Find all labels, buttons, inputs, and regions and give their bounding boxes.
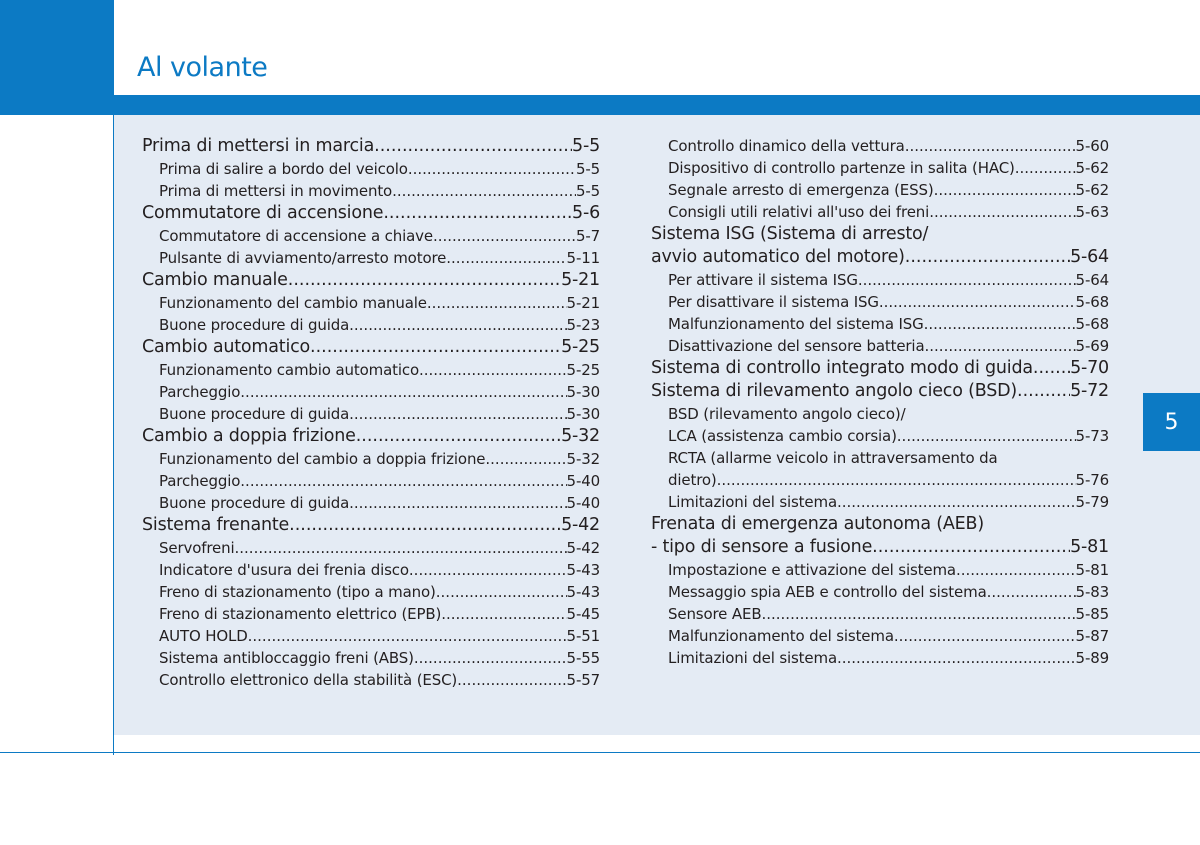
toc-entry-label: Consigli utili relativi all'uso dei freni bbox=[668, 203, 930, 221]
toc-subentry[interactable] bbox=[142, 180, 600, 202]
toc-page-number: 5-87 bbox=[1075, 627, 1109, 645]
toc-page-number: 5-43 bbox=[566, 561, 600, 579]
toc-leader-dots bbox=[1017, 380, 1070, 403]
toc-leader-dots bbox=[392, 180, 576, 202]
toc-leader-dots bbox=[858, 269, 1076, 291]
toc-entry-label: Limitazioni del sistema bbox=[668, 649, 837, 667]
toc-entry-label: Sistema frenante bbox=[142, 515, 290, 535]
toc-subentry[interactable] bbox=[142, 470, 600, 492]
toc-section-entry[interactable] bbox=[142, 514, 600, 537]
toc-leader-dots bbox=[925, 335, 1076, 357]
toc-leader-dots bbox=[374, 135, 572, 158]
toc-page-number: 5-5 bbox=[572, 136, 600, 156]
toc-subentry[interactable] bbox=[651, 157, 1109, 179]
toc-subentry[interactable] bbox=[651, 647, 1109, 669]
toc-leader-dots bbox=[248, 625, 567, 647]
toc-entry-label: Controllo elettronico della stabilità (ESC) bbox=[159, 671, 458, 689]
toc-entry-label: Per attivare il sistema ISG bbox=[668, 271, 858, 289]
toc-leader-dots bbox=[349, 314, 566, 336]
toc-section-entry[interactable] bbox=[651, 536, 1109, 559]
toc-page-number: 5-69 bbox=[1075, 337, 1109, 355]
toc-section-entry[interactable] bbox=[142, 269, 600, 292]
toc-leader-dots bbox=[905, 135, 1076, 157]
toc-entry-label: Sistema ISG (Sistema di arresto/ bbox=[651, 224, 929, 244]
toc-leader-dots bbox=[414, 647, 567, 669]
toc-subentry[interactable] bbox=[651, 625, 1109, 647]
toc-page-number: 5-42 bbox=[561, 515, 600, 535]
toc-page-number: 5-11 bbox=[566, 249, 600, 267]
toc-entry-label: Buone procedure di guida bbox=[159, 316, 350, 334]
toc-page-number: 5-72 bbox=[1070, 381, 1109, 401]
toc-subentry[interactable] bbox=[651, 581, 1109, 603]
toc-entry-label: Parcheggio bbox=[159, 383, 241, 401]
toc-leader-dots bbox=[879, 291, 1076, 313]
toc-leader-dots bbox=[288, 269, 561, 292]
toc-subentry[interactable] bbox=[651, 603, 1109, 625]
toc-subentry[interactable] bbox=[142, 492, 600, 514]
toc-subentry[interactable] bbox=[651, 291, 1109, 313]
toc-section-entry[interactable] bbox=[651, 246, 1109, 269]
toc-page-number: 5-30 bbox=[566, 383, 600, 401]
toc-leader-dots bbox=[1033, 357, 1070, 380]
toc-subentry[interactable] bbox=[142, 314, 600, 336]
toc-entry-label: Per disattivare il sistema ISG bbox=[668, 293, 879, 311]
toc-entry-label: Segnale arresto di emergenza (ESS) bbox=[668, 181, 934, 199]
toc-leader-dots bbox=[485, 448, 566, 470]
toc-entry-label: Limitazioni del sistema bbox=[668, 493, 837, 511]
toc-subentry[interactable] bbox=[651, 425, 1109, 447]
toc-entry-label: Messaggio spia AEB e controllo del sistema bbox=[668, 583, 987, 601]
toc-entry-label: Controllo dinamico della vettura bbox=[668, 137, 905, 155]
toc-page-number: 5-60 bbox=[1075, 137, 1109, 155]
toc-leader-dots bbox=[837, 647, 1076, 669]
toc-entry-label: Commutatore di accensione a chiave bbox=[159, 227, 433, 245]
toc-entry-label: Funzionamento cambio automatico bbox=[159, 361, 419, 379]
toc-page-number: 5-64 bbox=[1075, 271, 1109, 289]
toc-leader-dots bbox=[349, 403, 566, 425]
toc-subentry[interactable] bbox=[651, 491, 1109, 513]
toc-entry-label: Buone procedure di guida bbox=[159, 405, 350, 423]
toc-entry-label: Funzionamento del cambio a doppia frizione bbox=[159, 450, 486, 468]
toc-page-number: 5-6 bbox=[572, 203, 600, 223]
toc-leader-dots bbox=[235, 537, 567, 559]
toc-leader-dots bbox=[1015, 157, 1076, 179]
toc-subentry[interactable] bbox=[142, 625, 600, 647]
toc-leader-dots bbox=[419, 359, 567, 381]
toc-entry-label: Freno di stazionamento (tipo a mano) bbox=[159, 583, 436, 601]
toc-entry-label: Buone procedure di guida bbox=[159, 494, 350, 512]
toc-subentry[interactable] bbox=[651, 403, 1109, 425]
toc-page-number: 5-5 bbox=[575, 182, 600, 200]
toc-subentry[interactable] bbox=[651, 179, 1109, 201]
toc-entry-label: RCTA (allarme veicolo in attraversamento da bbox=[668, 449, 998, 467]
toc-entry-label: Prima di salire a bordo del veicolo bbox=[159, 160, 408, 178]
toc-section-entry[interactable] bbox=[651, 380, 1109, 403]
toc-page-number: 5-76 bbox=[1075, 471, 1109, 489]
toc-entry-label: Cambio manuale bbox=[142, 270, 288, 290]
toc-subentry[interactable] bbox=[651, 201, 1109, 223]
toc-subentry[interactable] bbox=[651, 269, 1109, 291]
toc-leader-dots bbox=[837, 491, 1076, 513]
toc-entry-label: Prima di mettersi in marcia bbox=[142, 136, 375, 156]
toc-leader-dots bbox=[310, 336, 561, 359]
toc-page-number: 5-32 bbox=[561, 426, 600, 446]
toc-section-entry[interactable] bbox=[142, 336, 600, 359]
toc-page-number: 5-83 bbox=[1075, 583, 1109, 601]
toc-section-entry[interactable] bbox=[142, 135, 600, 158]
toc-subentry[interactable] bbox=[651, 335, 1109, 357]
corner-accent-block bbox=[0, 0, 114, 115]
toc-entry-label: BSD (rilevamento angolo cieco)/ bbox=[668, 405, 906, 423]
toc-leader-dots bbox=[761, 603, 1075, 625]
toc-column-left bbox=[142, 135, 600, 691]
toc-leader-dots bbox=[436, 581, 567, 603]
toc-page-number: 5-43 bbox=[566, 583, 600, 601]
toc-entry-label: Sistema di controllo integrato modo di guida bbox=[651, 358, 1033, 378]
toc-page-number: 5-73 bbox=[1075, 427, 1109, 445]
toc-subentry[interactable] bbox=[142, 603, 600, 625]
toc-entry-label: AUTO HOLD bbox=[159, 627, 248, 645]
toc-subentry[interactable] bbox=[142, 247, 600, 269]
toc-entry-label: Freno di stazionamento elettrico (EPB) bbox=[159, 605, 442, 623]
toc-entry-label: Funzionamento del cambio manuale bbox=[159, 294, 427, 312]
toc-leader-dots bbox=[897, 425, 1076, 447]
toc-leader-dots bbox=[433, 225, 576, 247]
toc-subentry[interactable] bbox=[142, 537, 600, 559]
toc-leader-dots bbox=[457, 669, 566, 691]
toc-entry-label: Parcheggio bbox=[159, 472, 241, 490]
toc-page-number: 5-21 bbox=[561, 270, 600, 290]
toc-subentry[interactable] bbox=[651, 559, 1109, 581]
toc-page-number: 5-7 bbox=[575, 227, 600, 245]
toc-leader-dots bbox=[409, 559, 567, 581]
page-title: Al volante bbox=[137, 52, 268, 83]
toc-leader-dots bbox=[905, 246, 1070, 269]
toc-page-number: 5-85 bbox=[1075, 605, 1109, 623]
toc-leader-dots bbox=[356, 425, 561, 448]
toc-leader-dots bbox=[240, 381, 566, 403]
toc-subentry[interactable] bbox=[651, 469, 1109, 491]
toc-entry-label: Sistema di rilevamento angolo cieco (BSD) bbox=[651, 381, 1018, 401]
toc-leader-dots bbox=[240, 470, 566, 492]
toc-page-number: 5-81 bbox=[1070, 537, 1109, 557]
toc-page-number: 5-23 bbox=[566, 316, 600, 334]
toc-entry-label: Cambio a doppia frizione bbox=[142, 426, 356, 446]
toc-page-number: 5-42 bbox=[566, 539, 600, 557]
toc-section-entry[interactable] bbox=[651, 223, 1109, 246]
toc-page-number: 5-30 bbox=[566, 405, 600, 423]
toc-subentry[interactable] bbox=[651, 447, 1109, 469]
toc-entry-label: Dispositivo di controllo partenze in salita (HAC) bbox=[668, 159, 1015, 177]
toc-entry-label: Prima di mettersi in movimento bbox=[159, 182, 393, 200]
toc-leader-dots bbox=[349, 492, 566, 514]
toc-subentry[interactable] bbox=[142, 581, 600, 603]
toc-page-number: 5-21 bbox=[566, 294, 600, 312]
toc-leader-dots bbox=[441, 603, 566, 625]
toc-leader-dots bbox=[383, 202, 572, 225]
toc-entry-label: dietro) bbox=[668, 471, 717, 489]
title-underline-bar bbox=[114, 95, 1200, 115]
toc-leader-dots bbox=[872, 536, 1070, 559]
toc-page-number: 5-79 bbox=[1075, 493, 1109, 511]
toc-entry-label: Servofreni bbox=[159, 539, 235, 557]
toc-page-number: 5-40 bbox=[566, 494, 600, 512]
toc-subentry[interactable] bbox=[142, 292, 600, 314]
toc-page-number: 5-55 bbox=[566, 649, 600, 667]
toc-page-number: 5-25 bbox=[566, 361, 600, 379]
toc-entry-label: Malfunzionamento del sistema ISG bbox=[668, 315, 924, 333]
toc-leader-dots bbox=[717, 469, 1076, 491]
toc-subentry[interactable] bbox=[142, 158, 600, 180]
toc-page-number: 5-62 bbox=[1075, 159, 1109, 177]
toc-subentry[interactable] bbox=[651, 135, 1109, 157]
toc-entry-label: Pulsante di avviamento/arresto motore bbox=[159, 249, 447, 267]
toc-leader-dots bbox=[929, 201, 1075, 223]
toc-page-number: 5-64 bbox=[1070, 247, 1109, 267]
toc-entry-label: LCA (assistenza cambio corsia) bbox=[668, 427, 897, 445]
toc-page-number: 5-68 bbox=[1075, 315, 1109, 333]
toc-leader-dots bbox=[408, 158, 576, 180]
toc-leader-dots bbox=[427, 292, 567, 314]
toc-page-number: 5-25 bbox=[561, 337, 600, 357]
toc-page-number: 5-57 bbox=[566, 671, 600, 689]
toc-entry-label: Frenata di emergenza autonoma (AEB) bbox=[651, 514, 984, 534]
toc-subentry[interactable] bbox=[142, 381, 600, 403]
bottom-rule bbox=[0, 752, 1200, 753]
toc-section-entry[interactable] bbox=[142, 425, 600, 448]
toc-subentry[interactable] bbox=[142, 559, 600, 581]
toc-page-number: 5-63 bbox=[1075, 203, 1109, 221]
toc-entry-label: Indicatore d'usura dei frenia disco bbox=[159, 561, 409, 579]
toc-subentry[interactable] bbox=[142, 225, 600, 247]
toc-page-number: 5-51 bbox=[566, 627, 600, 645]
toc-subentry[interactable] bbox=[142, 403, 600, 425]
toc-leader-dots bbox=[894, 625, 1076, 647]
toc-leader-dots bbox=[987, 581, 1076, 603]
toc-page-number: 5-62 bbox=[1075, 181, 1109, 199]
toc-leader-dots bbox=[956, 559, 1076, 581]
toc-page-number: 5-45 bbox=[566, 605, 600, 623]
toc-subentry[interactable] bbox=[142, 669, 600, 691]
toc-page-number: 5-5 bbox=[575, 160, 600, 178]
toc-leader-dots bbox=[934, 179, 1076, 201]
toc-entry-label: Disattivazione del sensore batteria bbox=[668, 337, 925, 355]
toc-page-number: 5-32 bbox=[566, 450, 600, 468]
toc-subentry[interactable] bbox=[651, 313, 1109, 335]
toc-page-number: 5-40 bbox=[566, 472, 600, 490]
toc-leader-dots bbox=[446, 247, 566, 269]
toc-page-number: 5-81 bbox=[1075, 561, 1109, 579]
chapter-tab[interactable]: 5 bbox=[1143, 393, 1200, 451]
toc-page-number: 5-70 bbox=[1070, 358, 1109, 378]
toc-entry-label: Sensore AEB bbox=[668, 605, 762, 623]
toc-section-entry[interactable] bbox=[142, 202, 600, 225]
toc-leader-dots bbox=[289, 514, 561, 537]
toc-subentry[interactable] bbox=[142, 647, 600, 669]
toc-page-number: 5-68 bbox=[1075, 293, 1109, 311]
toc-entry-label: Malfunzionamento del sistema bbox=[668, 627, 894, 645]
toc-entry-label: - tipo di sensore a fusione bbox=[651, 537, 873, 557]
toc-section-entry[interactable] bbox=[651, 357, 1109, 380]
toc-entry-label: Cambio automatico bbox=[142, 337, 311, 357]
toc-page-number: 5-89 bbox=[1075, 649, 1109, 667]
toc-subentry[interactable] bbox=[142, 448, 600, 470]
toc-entry-label: avvio automatico del motore) bbox=[651, 247, 905, 267]
toc-entry-label: Impostazione e attivazione del sistema bbox=[668, 561, 956, 579]
toc-subentry[interactable] bbox=[142, 359, 600, 381]
toc-column-right bbox=[651, 135, 1109, 669]
toc-entry-label: Sistema antibloccaggio freni (ABS) bbox=[159, 649, 414, 667]
toc-entry-label: Commutatore di accensione bbox=[142, 203, 384, 223]
toc-leader-dots bbox=[924, 313, 1076, 335]
toc-section-entry[interactable] bbox=[651, 513, 1109, 536]
